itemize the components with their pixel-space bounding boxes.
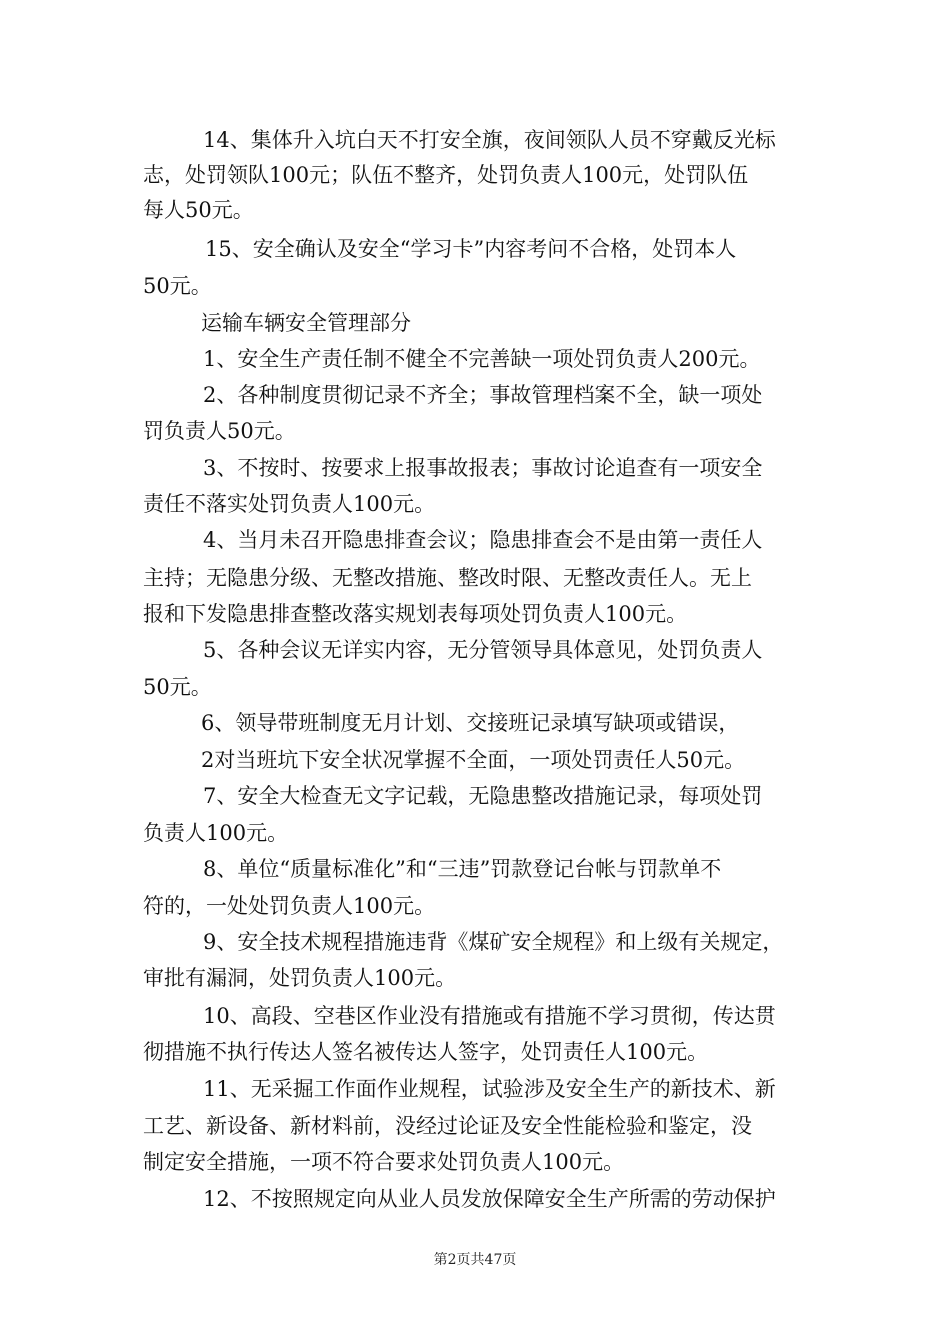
page-number: 第2页共47页 [433, 1252, 517, 1268]
text-line: 9、安全技术规程措施违背《煤矿安全规程》和上级有关规定， [203, 930, 784, 954]
text-line: 1、安全生产责任制不健全不完善缺一项处罚负责人200元。 [203, 347, 761, 371]
text-line: 责任不落实处罚负责人100元。 [143, 492, 436, 516]
text-line: 2对当班坑下安全状况掌握不全面，一项处罚责任人50元。 [201, 748, 746, 772]
text-line: 负责人100元。 [143, 821, 289, 845]
text-line: 6、领导带班制度无月计划、交接班记录填写缺项或错误， [201, 711, 740, 735]
text-line: 报和下发隐患排查整改落实规划表每项处罚负责人100元。 [143, 602, 688, 626]
text-line: 2、各种制度贯彻记录不齐全；事故管理档案不全，缺一项处 [203, 383, 763, 407]
text-line: 7、安全大检查无文字记载，无隐患整改措施记录，每项处罚 [203, 784, 763, 808]
text-line: 50元。 [143, 274, 212, 298]
text-line: 制定安全措施，一项不符合要求处罚负责人100元。 [143, 1150, 625, 1174]
text-line: 彻措施不执行传达人签名被传达人签字，处罚责任人100元。 [143, 1040, 709, 1064]
text-line: 志，处罚领队100元；队伍不整齐，处罚负责人100元，处罚队伍 [143, 163, 749, 187]
text-line: 4、当月未召开隐患排查会议；隐患排查会不是由第一责任人 [203, 528, 763, 552]
text-line: 14、集体升入坑白天不打安全旗，夜间领队人员不穿戴反光标 [203, 128, 776, 152]
text-line: 工艺、新设备、新材料前，没经过论证及安全性能检验和鉴定，没 [143, 1114, 752, 1138]
text-line: 12、不按照规定向从业人员发放保障安全生产所需的劳动保护 [203, 1187, 776, 1211]
text-line: 符的，一处处罚负责人100元。 [143, 894, 436, 918]
text-line: 5、各种会议无详实内容，无分管领导具体意见，处罚负责人 [203, 638, 763, 662]
text-line: 11、无采掘工作面作业规程，试验涉及安全生产的新技术、新 [203, 1077, 776, 1101]
text-line: 每人50元。 [143, 198, 254, 222]
text-line: 主持；无隐患分级、无整改措施、整改时限、无整改责任人。无上 [143, 566, 752, 590]
text-line: 10、高段、空巷区作业没有措施或有措施不学习贯彻，传达贯 [203, 1004, 776, 1028]
text-line: 8、单位“质量标准化”和“三违”罚款登记台帐与罚款单不 [203, 857, 722, 881]
text-line: 3、不按时、按要求上报事故报表；事故讨论追查有一项安全 [203, 456, 763, 480]
section-heading: 运输车辆安全管理部分 [201, 311, 411, 335]
text-line: 50元。 [143, 675, 212, 699]
text-line: 审批有漏洞，处罚负责人100元。 [143, 966, 457, 990]
text-line: 罚负责人50元。 [143, 419, 296, 443]
text-line: 15、安全确认及安全“学习卡”内容考问不合格，处罚本人 [205, 237, 737, 261]
